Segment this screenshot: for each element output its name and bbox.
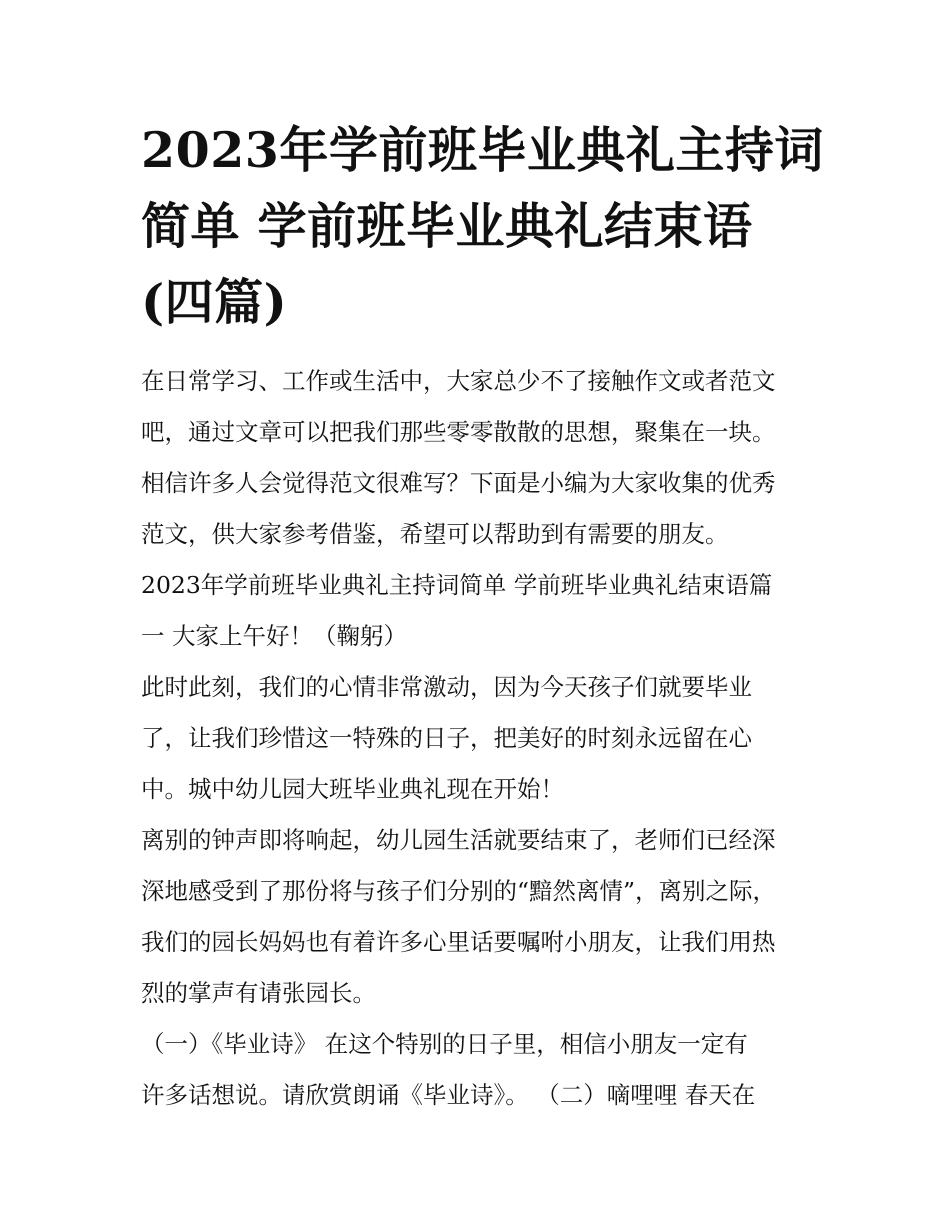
body-line-5: 2023年学前班毕业典礼主持词简单 学前班毕业典礼结束语篇 <box>141 571 773 599</box>
document-body <box>141 356 831 1121</box>
body-line-3: 相信许多人会觉得范文很难写？下面是小编为大家收集的优秀 <box>141 469 776 497</box>
body-line-4: 范文，供大家参考借鉴，希望可以帮助到有需要的朋友。 <box>141 520 729 548</box>
body-line-7: 此时此刻，我们的心情非常激动，因为今天孩子们就要毕业 <box>141 673 752 701</box>
body-line-15: 许多话想说。请欣赏朗诵《毕业诗》。 （二）嘀哩哩 春天在 <box>141 1081 756 1109</box>
body-line-8: 了，让我们珍惜这一特殊的日子，把美好的时刻永远留在心 <box>141 724 752 752</box>
body-line-10: 离别的钟声即将响起，幼儿园生活就要结束了，老师们已经深 <box>141 826 776 854</box>
title-line-3: (四篇) <box>141 273 288 331</box>
title-line-2: 简单 学前班毕业典礼结束语 <box>141 197 753 255</box>
body-line-6: 一 大家上午好！（鞠躬） <box>141 622 407 650</box>
body-line-11: 深地感受到了那份将与孩子们分别的“黯然离情”，离别之际， <box>141 877 777 905</box>
body-line-2: 吧，通过文章可以把我们那些零零散散的思想，聚集在一块。 <box>141 418 776 446</box>
body-line-12: 我们的园长妈妈也有着许多心里话要嘱咐小朋友，让我们用热 <box>141 928 776 956</box>
body-line-1: 在日常学习、工作或生活中，大家总少不了接触作文或者范文 <box>141 367 776 395</box>
title-line-1: 2023年学前班毕业典礼主持词 <box>141 121 824 179</box>
body-line-13: 烈的掌声有请张园长。 <box>141 979 376 1007</box>
document-title <box>141 112 831 340</box>
body-line-9: 中。城中幼儿园大班毕业典礼现在开始！ <box>141 775 564 803</box>
body-line-14: （一）《毕业诗》 在这个特别的日子里，相信小朋友一定有 <box>141 1030 748 1058</box>
